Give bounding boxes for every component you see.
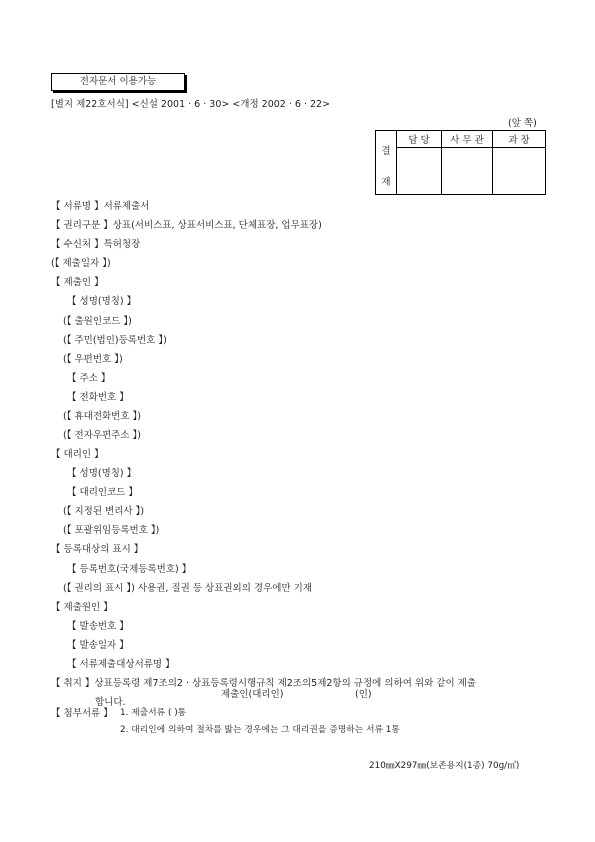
form-line: (【 출원인코드 】) [63,315,132,327]
form-line: 【 성명(명칭) 】 [67,468,137,480]
attachments-label: 【 첨부서류 】 [51,708,113,719]
form-line: (【 우편번호 】) [63,353,123,365]
form-line: 【 수신처 】특허청장 [51,239,141,251]
form-line: (【 전자우편주소 】) [63,430,142,441]
form-line: 【 제출원인 】 [51,601,113,613]
form-line: 【 서류명 】서류제출서 [51,201,150,212]
form-line: (【 제출일자 】) [51,258,111,270]
paper-spec-footer: 210㎜X297㎜(보존용지(1종) 70g/㎡) [369,761,520,771]
approval-sign-2[interactable] [442,148,493,195]
form-line: 【 발송일자 】 [67,639,129,651]
form-line: 【 전화번호 】 [67,391,129,403]
form-line: 【 발송번호 】 [67,620,129,632]
form-line: 【 대리인 】 [51,449,104,460]
form-line: 【 주소 】 [67,372,111,384]
form-line: (【 주민(법인)등록번호 】) [63,334,167,346]
page-side-label: (앞 쪽) [508,118,537,129]
form-line: 【 권리구분 】상표(서비스표, 상표서비스표, 단체표장, 업무표장) [51,220,322,232]
approval-col-2: 사 무 관 [442,131,493,148]
form-line: 【 등록대상의 표시 】 [51,544,144,556]
approval-sign-1[interactable] [397,148,442,195]
form-line: 합니다. [95,697,126,709]
signature-label: 제출인(대리인) [221,689,284,700]
approval-side-label [376,131,397,195]
form-line: 【 취지 】상표등록령 제7조의2 · 상표등록령시행규칙 제2조의5제2항의 규정에 의하여 위와 같이 제출 [51,678,477,689]
approval-table [375,130,546,195]
approval-label-top: 결 [381,146,391,157]
form-line: (【 포괄위임등록번호 】) [63,525,160,537]
approval-sign-3[interactable] [493,148,546,195]
form-line: (【 권리의 표시 】) 사용권, 질권 등 상표권외의 경우에만 기재 [63,582,313,594]
form-line: (【 지정된 변리사 】) [63,506,145,518]
attachment-item-1: 1. 제출서류 ( )통 [120,708,187,718]
approval-col-3: 과 장 [493,131,546,148]
form-line: 【 성명(명칭) 】 [67,296,137,308]
form-line: 【 서류제출대상서류명 】 [67,658,175,670]
seal-mark: (인) [355,689,372,700]
form-info: [별지 제22호서식] <신설 2001 · 6 · 30> <개정 2002 · 6 · 22> [51,99,331,110]
approval-label-bottom: 재 [381,177,391,188]
form-line: 【 제출인 】 [51,277,104,289]
attachment-item-2: 2. 대리인에 의하여 절차를 밟는 경우에는 그 대리권을 증명하는 서류 1통 [120,725,400,735]
electronic-document-badge: 전자문서 이용가능 [51,73,185,91]
form-line: 【 등록번호(국제등록번호) 】 [67,563,192,575]
form-line: (【 휴대전화번호 】) [63,410,142,422]
approval-col-1: 담 당 [397,131,442,148]
form-line: 【 대리인코드 】 [67,487,138,499]
